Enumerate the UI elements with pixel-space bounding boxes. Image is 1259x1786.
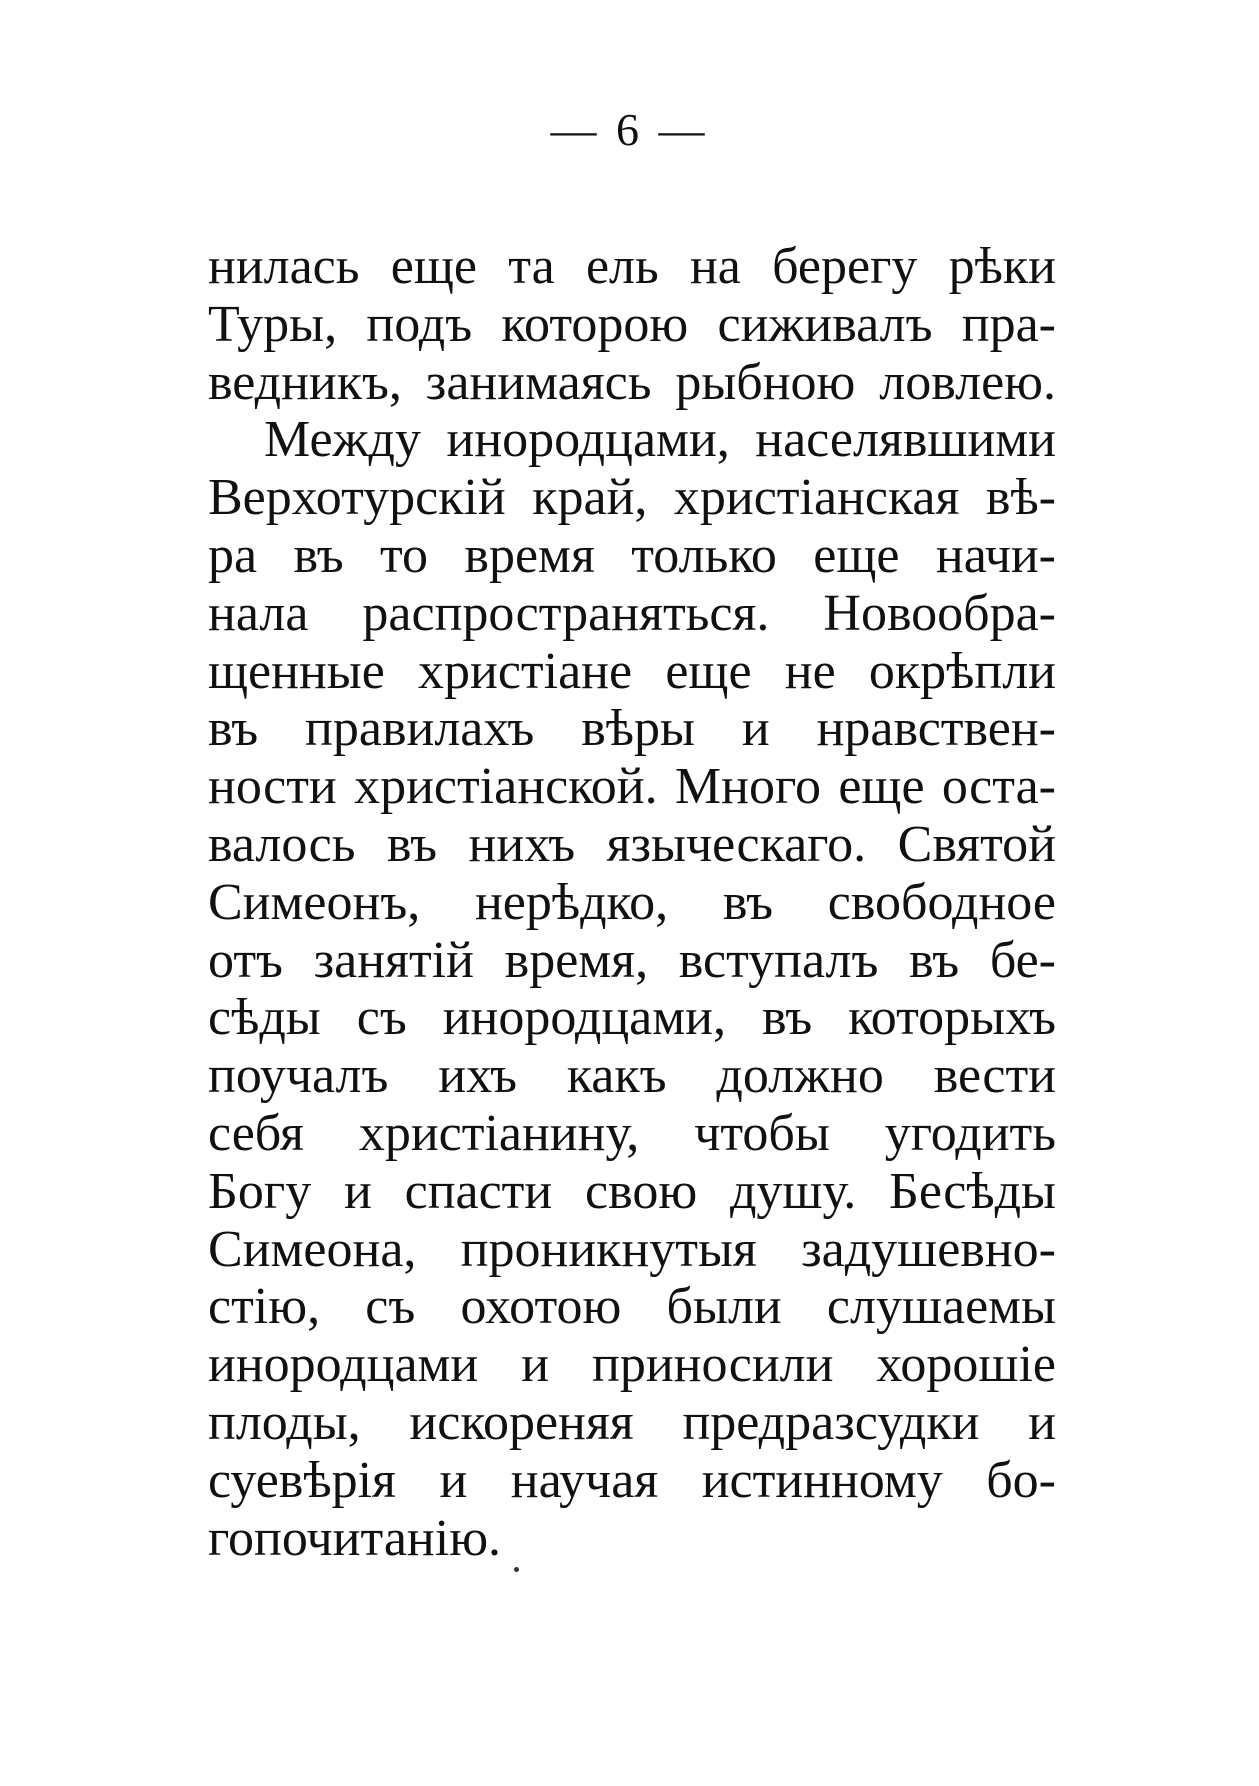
text-line: инородцами и приносили хорошіе bbox=[208, 1336, 1056, 1394]
body-text bbox=[208, 238, 1056, 1567]
text-line: себя христіанину, чтобы угодить bbox=[208, 1104, 1056, 1162]
text-line: поучалъ ихъ какъ должно вести bbox=[208, 1047, 1056, 1105]
page-number: — 6 — bbox=[550, 104, 709, 155]
paragraph-end-line: гопочитанію. bbox=[208, 1509, 502, 1567]
text-line: щенные христіане еще не окрѣпли bbox=[208, 642, 1056, 700]
text-line: Богу и спасти свою душу. Бесѣды bbox=[208, 1162, 1056, 1220]
text-line: ности христіанской. Много еще оста- bbox=[208, 758, 1056, 816]
text-line: нала распространяться. Новообра- bbox=[208, 584, 1056, 642]
ink-speck bbox=[514, 1567, 519, 1572]
text-line: ведникъ, занимаясь рыбною ловлею. bbox=[208, 353, 1056, 411]
paragraph-start-line: Между инородцами, населявшими bbox=[264, 411, 1056, 469]
text-line: суевѣрія и научая истинному бо- bbox=[208, 1451, 1056, 1509]
text-line: отъ занятій время, вступалъ въ бе- bbox=[208, 931, 1056, 989]
text-line: въ правилахъ вѣры и нравствен- bbox=[208, 700, 1056, 758]
text-line: Симеона, проникнутыя задушевно- bbox=[208, 1220, 1056, 1278]
text-line: Симеонъ, нерѣдко, въ свободное bbox=[208, 873, 1056, 931]
text-line: стію, съ охотою были слушаемы bbox=[208, 1278, 1056, 1336]
text-line: ра въ то время только еще начи- bbox=[208, 526, 1056, 584]
text-line: валось въ нихъ языческаго. Святой bbox=[208, 815, 1056, 873]
text-line: плоды, искореняя предразсудки и bbox=[208, 1393, 1056, 1451]
text-line: сѣды съ инородцами, въ которыхъ bbox=[208, 989, 1056, 1047]
text-line: Туры, подъ которою сиживалъ пра- bbox=[208, 295, 1056, 353]
text-line: Верхотурскій край, христіанская вѣ- bbox=[208, 469, 1056, 527]
text-line: нилась еще та ель на берегу рѣки bbox=[208, 238, 1056, 295]
